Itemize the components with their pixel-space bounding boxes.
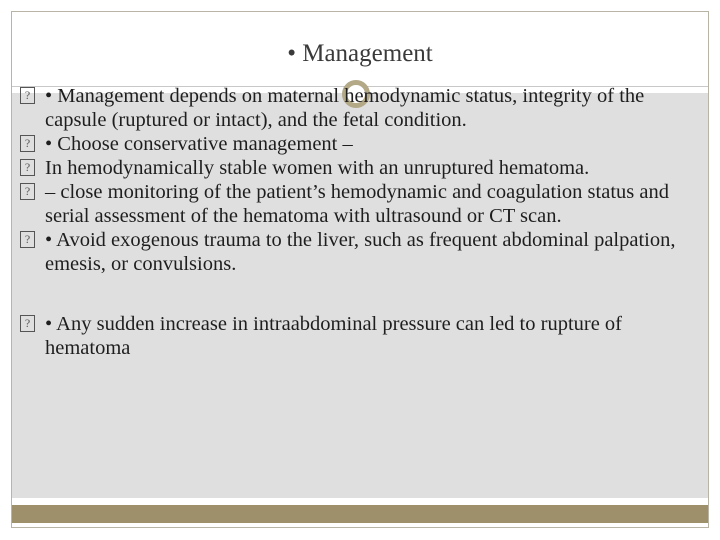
footer-bar xyxy=(12,505,708,523)
missing-glyph-icon: ? xyxy=(20,315,35,332)
missing-glyph-icon: ? xyxy=(20,231,35,248)
bullet-list xyxy=(20,84,690,360)
bullet-text: • Choose conservative management – xyxy=(45,133,353,155)
list-item xyxy=(20,228,690,276)
title-area xyxy=(12,12,708,85)
bullet-text: • Any sudden increase in intraabdominal pressure can led to rupture of hematoma xyxy=(45,313,623,359)
list-item xyxy=(20,132,690,156)
missing-glyph-icon: ? xyxy=(20,183,35,200)
missing-glyph-icon: ? xyxy=(20,135,35,152)
list-item xyxy=(20,312,690,360)
bullet-text: • Avoid exogenous trauma to the liver, such as frequent abdominal palpation, emesis, or convulsions. xyxy=(45,229,676,275)
missing-glyph-icon: ? xyxy=(20,87,35,104)
bullet-text: In hemodynamically stable women with an unruptured hematoma. xyxy=(45,157,590,179)
bullet-text: – close monitoring of the patient’s hemodynamic and coagulation status and serial assessment of the hematoma with ultrasound or CT scan. xyxy=(45,181,669,227)
spacer xyxy=(20,276,690,312)
list-item xyxy=(20,84,690,132)
missing-glyph-icon: ? xyxy=(20,159,35,176)
slide-title: • Management xyxy=(287,40,433,67)
list-item xyxy=(20,156,690,180)
bullet-text: • Management depends on maternal hemodynamic status, integrity of the capsule (ruptured or intact), and the fetal condition. xyxy=(45,85,645,131)
list-item xyxy=(20,180,690,228)
